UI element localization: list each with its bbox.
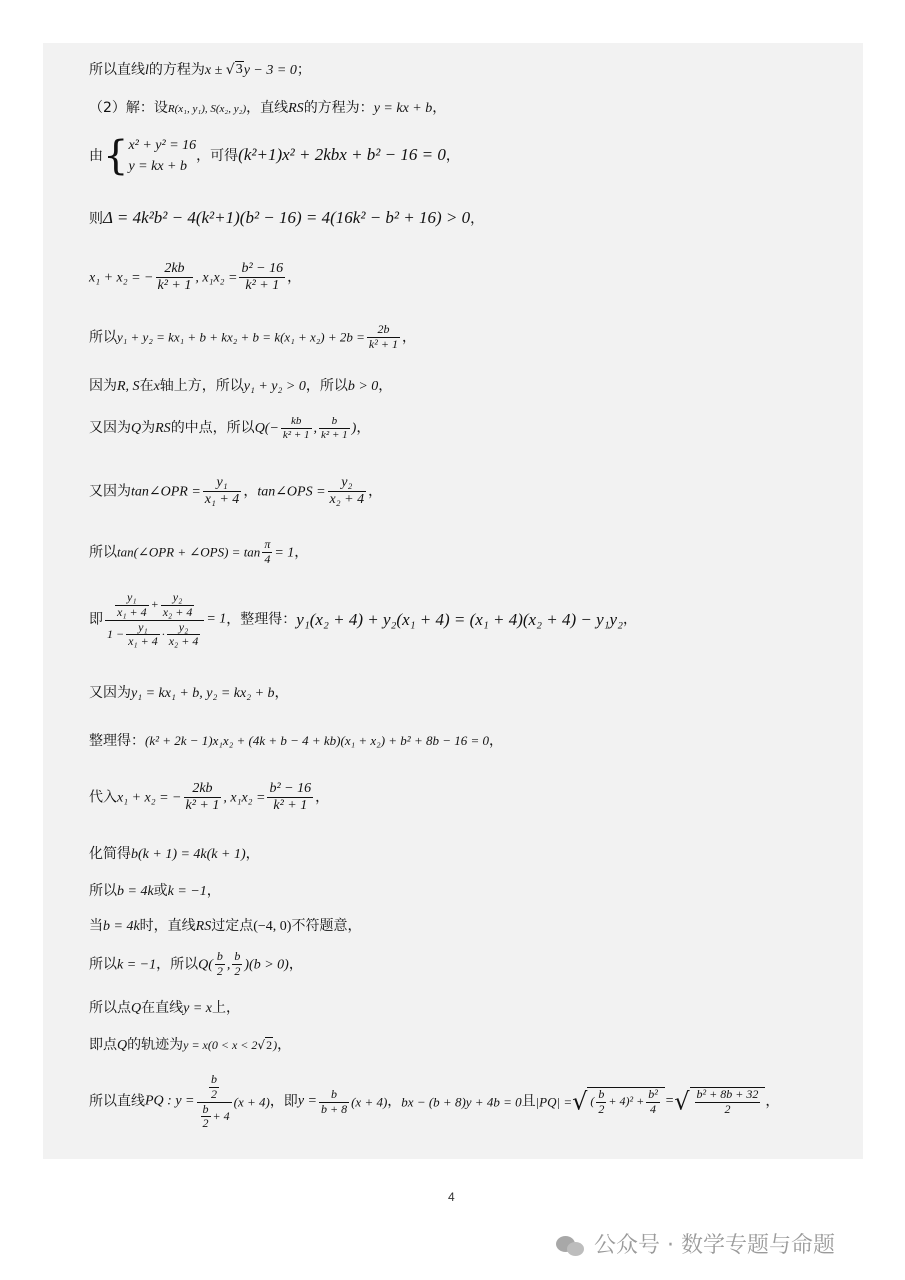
math: y = x — [183, 1001, 212, 1016]
math: tan∠OPS = — [257, 484, 326, 500]
equation: x² + y² = 16 — [128, 138, 197, 153]
text: 由 — [89, 148, 103, 164]
numerator: b² − 16 — [239, 261, 285, 278]
math: )(b > 0) — [244, 957, 289, 973]
math: x — [153, 379, 160, 394]
math: 1 − — [107, 626, 125, 641]
numerator: b — [202, 1101, 209, 1116]
math: + 4 — [212, 1108, 230, 1123]
denominator: b + 8 — [320, 1101, 348, 1116]
math: x₁ + x₂ = − — [89, 270, 154, 286]
line-13 — [89, 733, 503, 750]
brace: { — [103, 133, 129, 179]
equation: y = kx + b — [128, 159, 187, 174]
fraction — [209, 1073, 219, 1102]
document-panel — [43, 43, 863, 1159]
math: b > 0 — [347, 379, 379, 394]
line-2 — [89, 100, 446, 118]
text: 代入 — [89, 789, 117, 806]
denominator: 2 — [202, 1116, 209, 1131]
text: 所以 — [89, 544, 117, 561]
denominator: 2 — [211, 1086, 218, 1101]
text: ， — [288, 956, 303, 973]
fraction — [115, 591, 149, 620]
text: 又因为 — [89, 420, 131, 437]
fraction — [203, 475, 242, 508]
text: ， — [401, 329, 416, 346]
math: tan∠OPR = — [131, 484, 201, 500]
denominator: 2 — [598, 1102, 605, 1117]
numerator: y₂ — [328, 475, 367, 492]
text: ， — [489, 733, 504, 749]
math: y₁ = kx₁ + b, y₂ = kx₂ + b — [131, 686, 275, 701]
math: bx − (b + 8)y + 4b = 0 — [401, 1094, 522, 1110]
line-6 — [89, 323, 416, 352]
text: 化简得 — [89, 846, 131, 862]
line-10 — [89, 538, 308, 567]
text: ， — [287, 269, 302, 286]
math: PQ : y = — [145, 1093, 195, 1109]
line-7 — [89, 378, 392, 396]
denominator: k² + 1 — [321, 428, 348, 441]
text: ， — [294, 544, 309, 561]
math: x₁ + x₂ = − — [117, 790, 182, 806]
numerator: b — [216, 949, 223, 963]
math: = 1 — [274, 545, 295, 561]
numerator: y₁ — [203, 475, 242, 492]
fraction — [239, 261, 285, 294]
denominator: k² + 1 — [368, 336, 398, 351]
text: （2）解：设 — [89, 100, 168, 116]
math: , — [226, 957, 231, 973]
fraction — [232, 950, 242, 979]
math: R, S — [117, 379, 140, 394]
math: 3 — [235, 62, 243, 77]
text: ， — [315, 789, 330, 806]
math: RS — [195, 919, 212, 934]
sqrt-sign: √ — [225, 61, 235, 78]
text: 整理得： — [89, 733, 145, 749]
text: 在直线 — [141, 1000, 184, 1016]
math: (k² + 2k − 1)x₁x₂ + (4k + b − 4 + kb)(x₁ + x₂) + b² + 8b − 16 = 0 — [145, 733, 490, 748]
numerator — [105, 591, 204, 621]
text: ， — [356, 420, 371, 437]
math: y₁ + y₂ > 0 — [243, 379, 306, 394]
compound-fraction — [105, 591, 204, 649]
fraction — [695, 1088, 761, 1117]
watermark-text: 公众号 · 数学专题与命题 — [594, 1233, 835, 1258]
text: ， — [623, 611, 638, 628]
sqrt-sign: √ — [674, 1087, 690, 1116]
denominator: x₁ + 4 — [204, 492, 240, 508]
math: (−4, 0) — [253, 919, 292, 934]
denominator — [105, 621, 204, 650]
text: 不符题意， — [291, 918, 362, 934]
text: 又因为 — [89, 483, 131, 500]
text: 为 — [141, 420, 156, 437]
line-20 — [89, 1037, 291, 1055]
numerator: b — [211, 1072, 218, 1086]
text: ， — [387, 1093, 402, 1110]
denominator: x₂ + 4 — [162, 604, 193, 619]
fraction — [319, 1088, 349, 1117]
math: , — [313, 421, 318, 437]
math: x ± — [204, 62, 226, 78]
page-number: 4 — [448, 1190, 455, 1204]
denominator: 2 — [724, 1102, 731, 1117]
text: 的中点，所以 — [170, 420, 255, 437]
math: , x₁x₂ = — [223, 790, 266, 806]
numerator: 2kb — [184, 781, 222, 798]
line-16 — [89, 883, 221, 901]
math: ) — [351, 421, 357, 437]
sqrt-sign: √ — [572, 1087, 588, 1116]
text: ； — [296, 61, 311, 78]
denominator: 2 — [216, 963, 223, 978]
text: 在 — [139, 378, 154, 394]
math: (k²+1)x² + 2kbx + b² − 16 = 0 — [238, 145, 446, 164]
math: · — [161, 626, 165, 641]
math: ) — [273, 1038, 278, 1052]
text: 或 — [153, 883, 168, 899]
line-11 — [89, 591, 637, 649]
numerator — [197, 1073, 232, 1103]
text: ， — [368, 483, 383, 500]
numerator: y₁ — [126, 621, 160, 636]
text: 所以 — [89, 329, 117, 346]
math: + — [150, 597, 159, 612]
text: 轴上方，所以 — [159, 378, 244, 394]
fraction — [596, 1088, 606, 1117]
text: ， — [765, 1093, 780, 1110]
math: R(x₁, y₁), S(x₂, y₂) — [167, 103, 247, 115]
equation-system — [128, 135, 196, 177]
fraction — [201, 1103, 211, 1132]
fraction — [156, 261, 194, 294]
numerator: y₂ — [161, 591, 195, 606]
text: ，可得 — [196, 148, 239, 164]
fraction — [646, 1088, 660, 1117]
math: l — [145, 62, 149, 78]
math: (x + 4) — [351, 1094, 388, 1110]
numerator: b² + 8b + 32 — [696, 1087, 759, 1102]
numerator: 2b — [367, 323, 400, 338]
radicand — [690, 1087, 766, 1117]
text: ， — [274, 685, 289, 701]
math: Q(− — [254, 421, 279, 437]
math: y − 3 = 0 — [243, 62, 297, 78]
text: 所以点 — [89, 1000, 131, 1016]
text: 且 — [521, 1093, 536, 1110]
radicand — [587, 1087, 664, 1117]
text: ， — [206, 883, 221, 899]
denominator: k² + 1 — [282, 428, 310, 441]
math: = — [664, 1093, 675, 1109]
denominator: x₂ + 4 — [329, 492, 365, 508]
math: b = 4k — [117, 884, 154, 899]
numerator: b² — [648, 1087, 658, 1102]
text: 又因为 — [89, 685, 131, 701]
math: Q( — [198, 957, 213, 973]
fraction — [319, 415, 350, 441]
sqrt-sign: √ — [257, 1038, 266, 1052]
math: b(k + 1) = 4k(k + 1) — [131, 847, 246, 862]
line-14 — [89, 781, 329, 814]
text: 则 — [89, 211, 103, 227]
denominator: x₂ + 4 — [168, 634, 199, 649]
text: 的方程为： — [303, 100, 374, 116]
fraction — [281, 415, 312, 441]
text: ，所以 — [305, 378, 348, 394]
line-18 — [89, 950, 303, 979]
denominator: k² + 1 — [273, 798, 308, 814]
fraction — [167, 621, 201, 650]
text: 即点 — [89, 1037, 117, 1053]
text: 过定点 — [211, 918, 254, 934]
math: y₁(x₂ + 4) + y₂(x₁ + 4) = (x₁ + 4)(x₂ + 4) − y₁y₂ — [296, 609, 624, 629]
line-19 — [89, 1000, 240, 1018]
numerator: b — [234, 949, 241, 963]
line-5 — [89, 261, 301, 294]
compound-fraction — [197, 1073, 232, 1131]
text: ， — [432, 100, 447, 116]
text: ， — [277, 1037, 292, 1053]
line-8 — [89, 415, 370, 441]
text: ， — [245, 846, 260, 862]
math: RS — [155, 421, 171, 437]
math: 2 — [266, 1038, 273, 1053]
watermark — [556, 1228, 835, 1259]
math: + 4)² + — [608, 1094, 645, 1109]
fraction — [328, 475, 367, 508]
math: RS — [288, 101, 304, 116]
text: ， — [378, 378, 393, 394]
numerator: y₂ — [167, 621, 201, 636]
line-21 — [89, 1073, 779, 1131]
math: y = x(0 < x < 2 — [183, 1038, 258, 1052]
text: ， — [445, 148, 460, 164]
numerator: b² − 16 — [267, 781, 313, 798]
text: 的方程为 — [148, 61, 205, 78]
math: Q — [117, 1038, 128, 1053]
text: 上， — [212, 1000, 240, 1016]
denominator: x₁ + 4 — [117, 604, 147, 619]
denominator: k² + 1 — [157, 278, 192, 294]
math: = 1 — [206, 611, 227, 627]
math: (x + 4) — [233, 1094, 270, 1110]
math: tan(∠OPR + ∠OPS) = tan — [117, 544, 261, 560]
denominator — [197, 1103, 232, 1132]
wechat-icon — [556, 1234, 586, 1258]
math: k = −1 — [117, 957, 157, 973]
numerator: 2kb — [156, 261, 194, 278]
math: b = 4k — [103, 919, 140, 934]
text: 所以 — [89, 883, 117, 899]
fraction — [267, 781, 313, 814]
text: ，整理得： — [226, 611, 297, 628]
text: 所以 — [89, 956, 117, 973]
line-1 — [89, 61, 311, 80]
math: Q — [131, 421, 142, 437]
text: ，即 — [269, 1093, 298, 1110]
numerator: π — [264, 537, 271, 551]
math: ( — [590, 1094, 595, 1109]
text: ，直线 — [246, 100, 289, 116]
numerator: kb — [281, 415, 312, 429]
fraction — [367, 323, 400, 352]
text: 因为 — [89, 378, 117, 394]
denominator: k² + 1 — [185, 798, 220, 814]
math: Δ = 4k²b² − 4(k²+1)(b² − 16) = 4(16k² − b² + 16) > 0 — [103, 208, 471, 227]
denominator: 4 — [264, 551, 271, 566]
text: 所以直线 — [89, 1093, 145, 1110]
text: 时，直线 — [139, 918, 196, 934]
line-9 — [89, 475, 382, 508]
text: 当 — [89, 918, 103, 934]
math: y₁ + y₂ = kx₁ + b + kx₂ + b = k(x₁ + x₂) + 2b = — [117, 329, 365, 345]
numerator: b — [319, 1088, 349, 1103]
math: y = — [297, 1093, 317, 1109]
denominator: k² + 1 — [245, 278, 280, 294]
text: ， — [470, 211, 485, 227]
math: , x₁x₂ = — [195, 270, 238, 286]
text: ，所以 — [156, 956, 199, 973]
fraction — [184, 781, 222, 814]
denominator: x₁ + 4 — [128, 634, 158, 649]
text: ， — [243, 483, 258, 500]
fraction — [215, 950, 225, 979]
line-15 — [89, 846, 260, 864]
fraction — [126, 621, 160, 650]
numerator: y₁ — [115, 591, 149, 606]
text: 的轨迹为 — [127, 1037, 184, 1053]
fraction — [161, 591, 195, 620]
denominator: 2 — [234, 963, 241, 978]
numerator: b — [319, 415, 350, 429]
text: 即 — [89, 611, 103, 628]
denominator: 4 — [649, 1102, 656, 1117]
math: Q — [131, 1001, 142, 1016]
math: |PQ| = — [535, 1094, 573, 1110]
text: 所以直线 — [89, 61, 145, 78]
line-4 — [89, 208, 484, 228]
line-3 — [89, 135, 460, 177]
math: k = −1 — [167, 884, 207, 899]
line-17 — [89, 918, 361, 936]
fraction — [262, 538, 272, 567]
math: y = kx + b — [373, 101, 433, 116]
line-12 — [89, 685, 289, 703]
numerator: b — [598, 1087, 605, 1102]
